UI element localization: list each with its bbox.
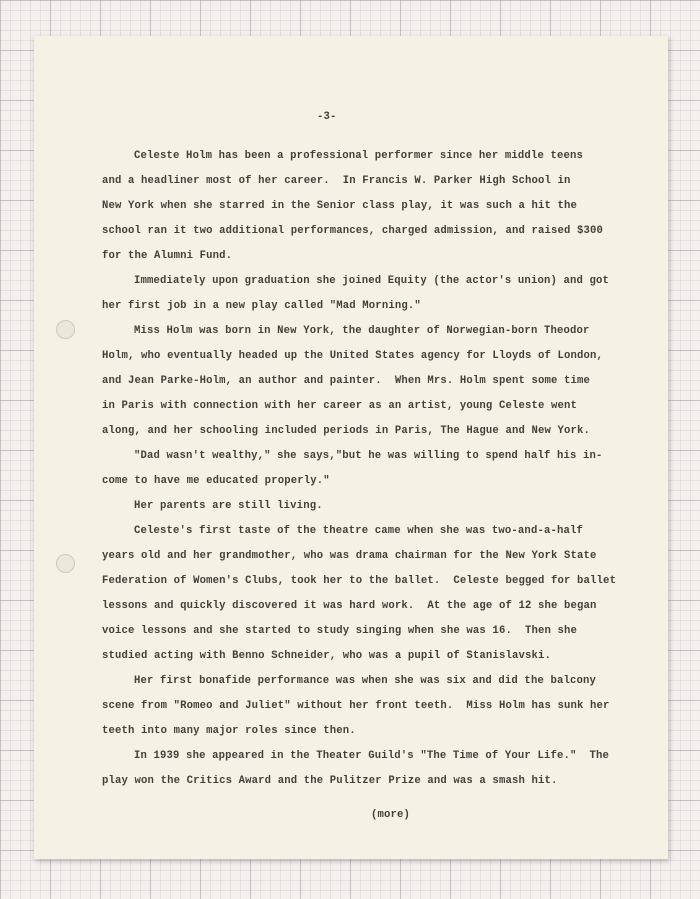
text-line: voice lessons and she started to study singing when she was 16. Then she xyxy=(102,625,578,637)
text-line: "Dad wasn't wealthy," she says,"but he was willing to spend half his in- xyxy=(134,450,603,462)
text-line: scene from "Romeo and Juliet" without her front teeth. Miss Holm has sunk her xyxy=(102,700,610,712)
text-line: come to have me educated properly." xyxy=(102,475,330,487)
text-line: along, and her schooling included periods in Paris, The Hague and New York. xyxy=(102,425,591,437)
text-line: Celeste's first taste of the theatre came when she was two-and-a-half xyxy=(134,525,584,537)
text-line: Her parents are still living. xyxy=(134,500,323,512)
text-line: lessons and quickly discovered it was hard work. At the age of 12 she began xyxy=(102,600,597,612)
text-line: school ran it two additional performances, charged admission, and raised $300 xyxy=(102,225,604,237)
punch-hole xyxy=(56,320,75,339)
footer-more: (more) xyxy=(371,809,411,821)
text-line: years old and her grandmother, who was drama chairman for the New York State xyxy=(102,550,597,562)
page-number: -3- xyxy=(317,111,337,123)
text-line: New York when she starred in the Senior class play, it was such a hit the xyxy=(102,200,578,212)
text-line: Celeste Holm has been a professional performer since her middle teens xyxy=(134,150,584,162)
text-line: Immediately upon graduation she joined Equity (the actor's union) and got xyxy=(134,275,610,287)
text-line: and a headliner most of her career. In Francis W. Parker High School in xyxy=(102,175,571,187)
text-line: teeth into many major roles since then. xyxy=(102,725,356,737)
punch-hole xyxy=(56,554,75,573)
text-line: Holm, who eventually headed up the United States agency for Lloyds of London, xyxy=(102,350,604,362)
text-line: Federation of Women's Clubs, took her to the ballet. Celeste begged for ballet xyxy=(102,575,617,587)
text-line: in Paris with connection with her career as an artist, young Celeste went xyxy=(102,400,578,412)
text-line: play won the Critics Award and the Pulitzer Prize and was a smash hit. xyxy=(102,775,558,787)
text-line: In 1939 she appeared in the Theater Guild's "The Time of Your Life." The xyxy=(134,750,610,762)
document-page xyxy=(34,36,668,859)
text-line: studied acting with Benno Schneider, who was a pupil of Stanislavski. xyxy=(102,650,552,662)
text-line: Miss Holm was born in New York, the daughter of Norwegian-born Theodor xyxy=(134,325,590,337)
text-line: for the Alumni Fund. xyxy=(102,250,233,262)
text-line: and Jean Parke-Holm, an author and painter. When Mrs. Holm spent some time xyxy=(102,375,591,387)
text-line: Her first bonafide performance was when she was six and did the balcony xyxy=(134,675,597,687)
text-line: her first job in a new play called "Mad Morning." xyxy=(102,300,421,312)
